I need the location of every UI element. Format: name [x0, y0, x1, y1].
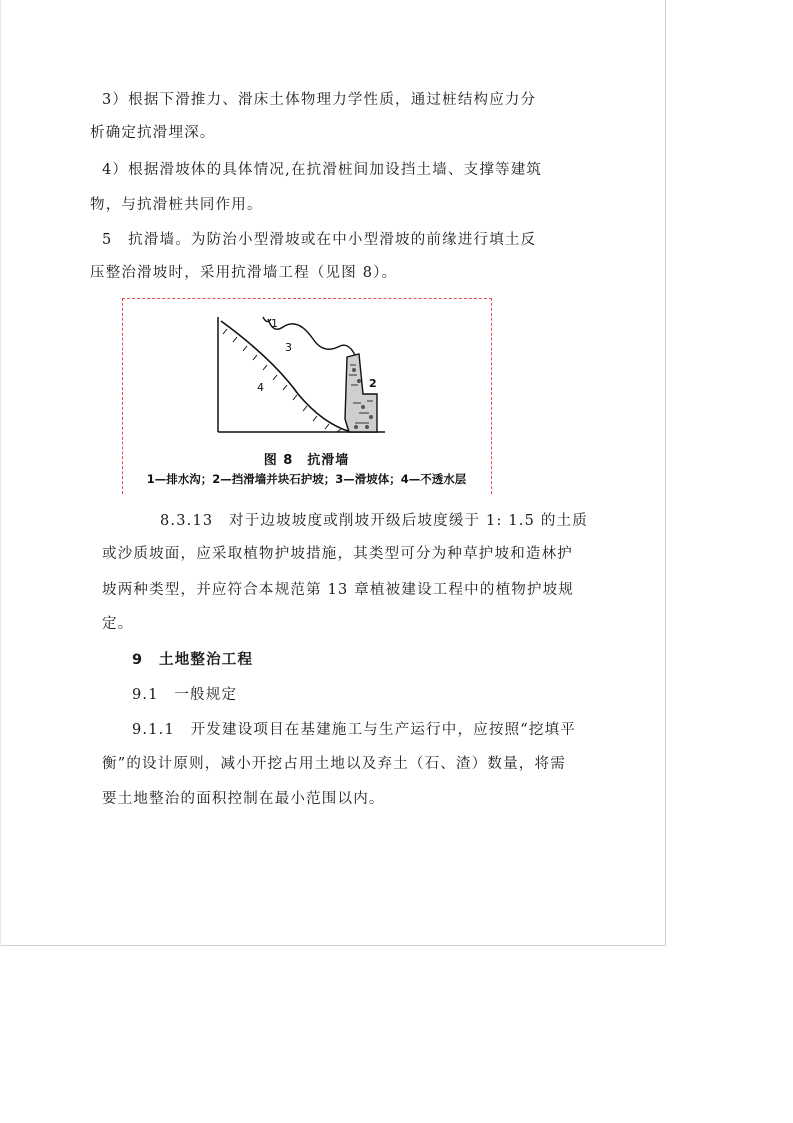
- label-4: 4: [257, 381, 264, 394]
- paragraph-line: 要土地整治的面积控制在最小范围以内。: [102, 791, 385, 807]
- page-edge: [0, 0, 1, 946]
- paragraph-line: 3）根据下滑推力、滑床土体物理力学性质，通过桩结构应力分: [102, 92, 537, 108]
- paragraph-line: 5 抗滑墙。为防治小型滑坡或在中小型滑坡的前缘进行填土反: [102, 232, 537, 248]
- slope-surface-line: [268, 319, 355, 355]
- paragraph-line: 9.1.1 开发建设项目在基建施工与生产运行中，应按照“挖填平: [132, 722, 577, 738]
- figure-8: [122, 298, 492, 494]
- paragraph-line: 析确定抗滑埋深。: [90, 125, 216, 141]
- figure-legend: 1—排水沟；2—挡滑墙并块石护坡；3—滑坡体；4—不透水层: [146, 472, 467, 486]
- paragraph-line: 压整治滑坡时，采用抗滑墙工程（见图 8）。: [90, 265, 398, 281]
- subsection-heading: 9.1 一般规定: [132, 687, 238, 703]
- slip-surface-hatch: [223, 329, 341, 432]
- paragraph-line: 或沙质坡面，应采取植物护坡措施，其类型可分为种草护坡和造林护: [102, 546, 573, 562]
- label-1: 1: [271, 317, 278, 330]
- label-3: 3: [285, 341, 292, 354]
- paragraph-line: 衡”的设计原则，减小开挖占用土地以及弃土（石、渣）数量，将需: [102, 756, 566, 772]
- figure-caption: 图 8 抗滑墙: [263, 453, 350, 468]
- drainage-ditch: [263, 317, 271, 322]
- slip-surface-line: [221, 321, 351, 432]
- paragraph-line: 4）根据滑坡体的具体情况,在抗滑桩间加设挡土墙、支撑等建筑: [102, 162, 543, 178]
- paragraph-line: 物，与抗滑桩共同作用。: [90, 197, 263, 213]
- section-heading: 9 土地整治工程: [132, 652, 254, 668]
- paragraph-line: 8.3.13 对于边坡坡度或削坡开级后坡度缓于 1: 1.5 的土质: [160, 513, 588, 529]
- paragraph-line: 坡两种类型，并应符合本规范第 13 章植被建设工程中的植物护坡规: [102, 582, 575, 598]
- label-2: 2: [369, 377, 377, 390]
- retaining-wall: [345, 354, 377, 432]
- paragraph-line: 定。: [102, 616, 134, 632]
